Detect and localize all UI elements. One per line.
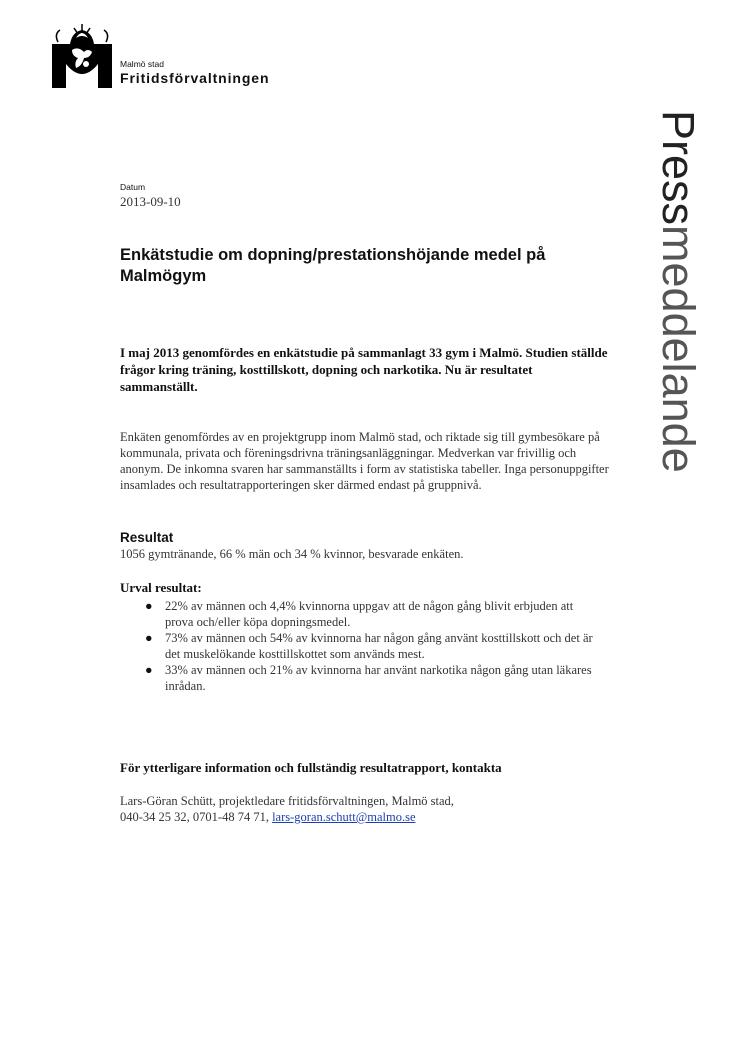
contact-email-link[interactable]: lars-goran.schutt@malmo.se bbox=[272, 810, 416, 824]
contact-block bbox=[120, 793, 454, 825]
list-item: ● 73% av männen och 54% av kvinnorna har någon gång använt kosttillskott och det är det muskelökande kosttillskottet som används mest. bbox=[145, 631, 593, 661]
contact-name: Lars-Göran Schütt, projektledare fritidsförvaltningen, Malmö stad, bbox=[120, 794, 454, 808]
lead-paragraph: I maj 2013 genomfördes en enkätstudie på sammanlagt 33 gym i Malmö. Studien ställde frågor kring träning, kosttillskott, dopning och narkotika. Nu är resultatet sammanställt. bbox=[120, 345, 608, 394]
contact-phones: 040-34 25 32, 0701-48 74 71, bbox=[120, 810, 269, 824]
press-label-part1: Press bbox=[653, 110, 704, 226]
page-title: Enkätstudie om dopning/prestationshöjande medel på Malmögym bbox=[120, 246, 546, 285]
press-release-label bbox=[648, 110, 708, 550]
bullet-icon: ● bbox=[145, 631, 153, 645]
body-paragraph: Enkäten genomfördes av en projektgrupp inom Malmö stad, och riktade sig till gymbesökare på kommunala, privata och föreningsdrivna träningsanläggningar. Medverkan var frivillig och anonym. De inkomna svaren har sammanställts i form av statistiska tabeller. Inga personuppgifter insamlades och resultatrapporteringen sker därmed endast på gruppnivå. bbox=[120, 430, 609, 492]
bullet-icon: ● bbox=[145, 663, 153, 677]
date-label: Datum bbox=[120, 182, 146, 192]
results-list bbox=[120, 598, 600, 694]
press-label-part2: meddelande bbox=[653, 225, 704, 473]
results-text: 1056 gymtränande, 66 % män och 34 % kvinnor, besvarade enkäten. bbox=[120, 547, 464, 561]
list-item: ● 33% av männen och 21% av kvinnorna har använt narkotika någon gång utan läkares inrådan. bbox=[145, 663, 592, 693]
date-value: 2013-09-10 bbox=[120, 194, 181, 209]
selection-heading: Urval resultat: bbox=[120, 580, 202, 595]
list-item: ● 22% av männen och 4,4% kvinnorna uppgav att de någon gång blivit erbjuden att prova och/eller köpa dopningsmedel. bbox=[145, 599, 574, 629]
bullet-icon: ● bbox=[145, 599, 153, 613]
org-name-small: Malmö stad bbox=[120, 59, 164, 69]
org-name-department: Fritidsförvaltningen bbox=[120, 70, 270, 86]
contact-heading: För ytterligare information och fullständig resultatrapport, kontakta bbox=[120, 760, 502, 775]
malmo-coat-of-arms-icon bbox=[52, 24, 112, 88]
results-heading: Resultat bbox=[120, 530, 174, 545]
